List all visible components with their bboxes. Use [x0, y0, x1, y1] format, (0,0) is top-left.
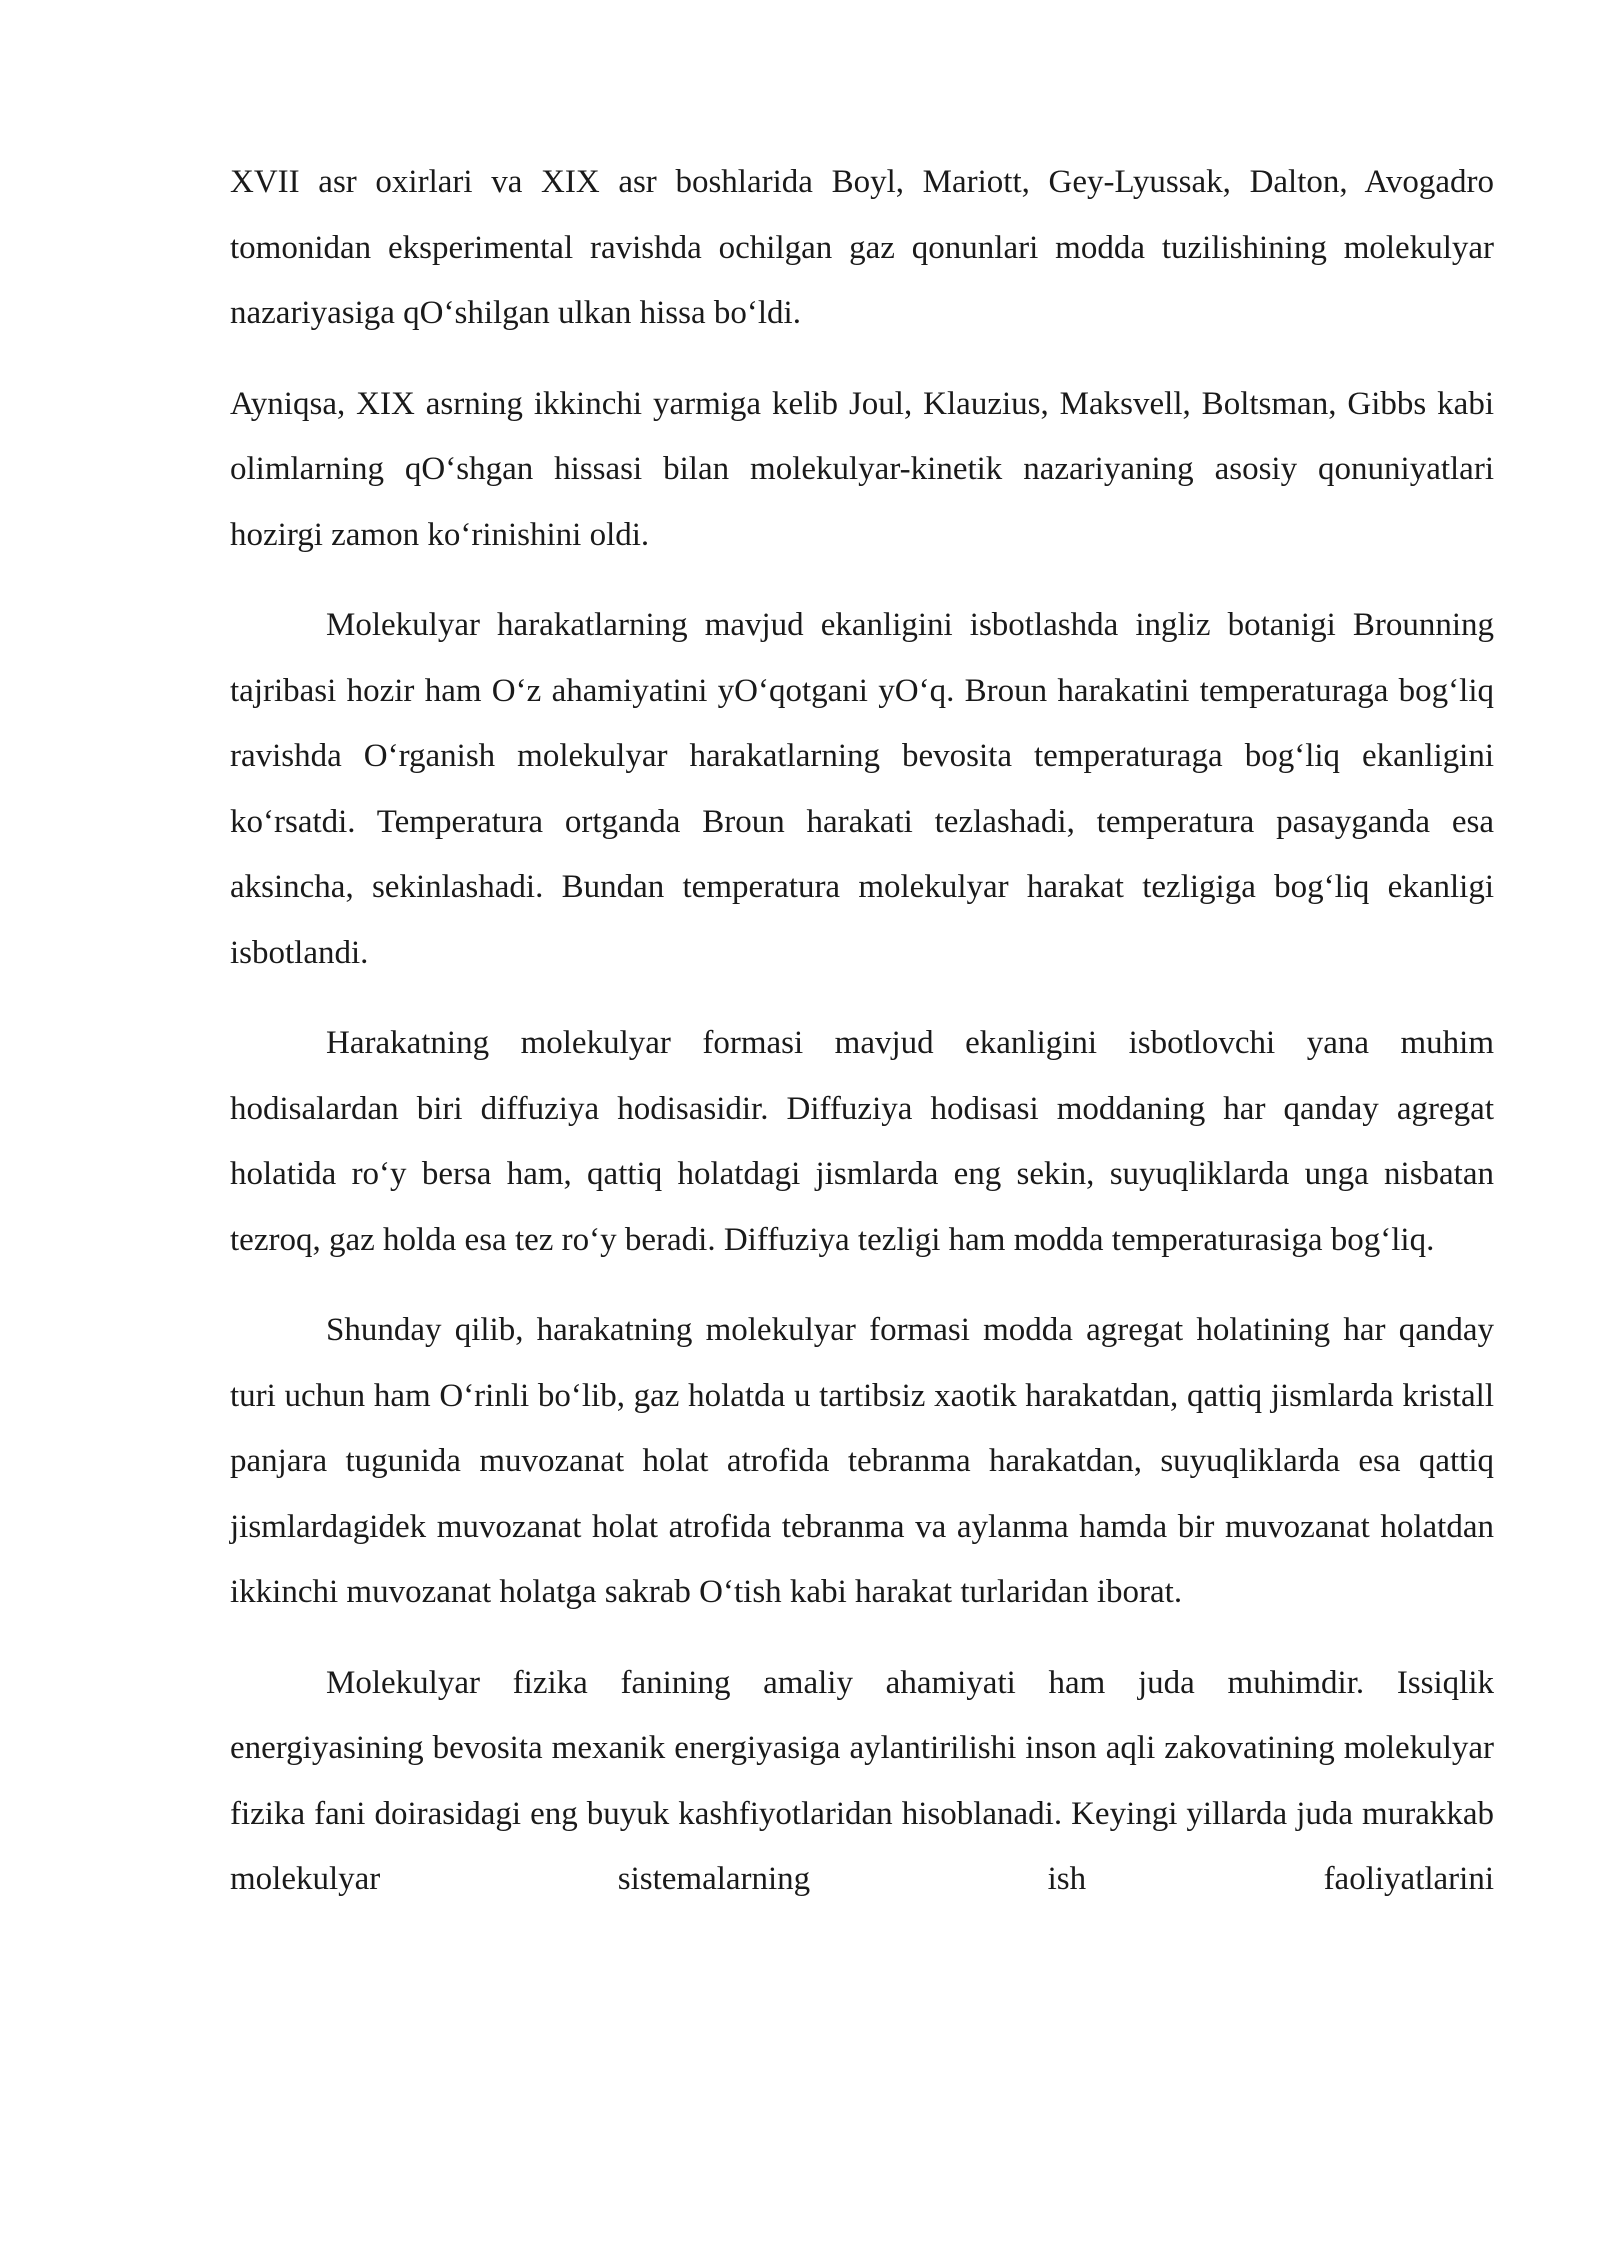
paragraph-practical-importance: Molekulyar fizika fanining amaliy ahamiyati ham juda muhimdir. Issiqlik energiyasining bevosita mexanik energiyasiga aylantirilishi inson aqli zakovatining molekulyar fizika fani doirasidagi eng buyuk kashfiyotlaridan hisoblanadi. Keyingi yillarda juda murakkab molekulyar sistemalarning ish faoliyatlarini [230, 1664, 1494, 1897]
document-body [230, 150, 1494, 1938]
paragraph-gas-laws: XVII asr oxirlari va XIX asr boshlarida Boyl, Mariott, Gey-Lyussak, Dalton, Avogadro tomonidan eksperimental ravishda ochilgan gaz qonunlari modda tuzilishining molekulyar nazariyasiga qO‘shilgan ulkan hissa bo‘ldi. [230, 164, 1494, 331]
paragraph-aggregate-states: Shunday qilib, harakatning molekulyar formasi modda agregat holatining har qanday turi uchun ham O‘rinli bo‘lib, gaz holatda u tartibsiz xaotik harakatdan, qattiq jismlarda kristall panjara tugunida muvozanat holat atrofida tebranma harakatdan, suyuqliklarda esa qattiq jismlardagidek muvozanat holat atrofida tebranma va aylanma hamda bir muvozanat holatdan ikkinchi muvozanat holatga sakrab O‘tish kabi harakat turlaridan iborat. [230, 1312, 1494, 1610]
paragraph-kinetic-theory: Ayniqsa, XIX asrning ikkinchi yarmiga kelib Joul, Klauzius, Maksvell, Boltsman, Gibbs kabi olimlarning qO‘shgan hissasi bilan molekulyar-kinetik nazariyaning asosiy qonuniyatlari hozirgi zamon ko‘rinishini oldi. [230, 385, 1494, 553]
paragraph-brownian-motion: Molekulyar harakatlarning mavjud ekanligini isbotlashda ingliz botanigi Brounning tajribasi hozir ham O‘z ahamiyatini yO‘qotgani yO‘q. Broun harakatini temperaturaga bog‘liq ravishda O‘rganish molekulyar harakatlarning bevosita temperaturaga bog‘liq ekanligini ko‘rsatdi. Temperatura ortganda Broun harakati tezlashadi, temperatura pasayganda esa aksincha, sekinlashadi. Bundan temperatura molekulyar harakat tezligiga bog‘liq ekanligi isbotlandi. [230, 607, 1494, 971]
paragraph-diffusion: Harakatning molekulyar formasi mavjud ekanligini isbotlovchi yana muhim hodisalardan biri diffuziya hodisasidir. Diffuziya hodisasi moddaning har qanday agregat holatida ro‘y bersa ham, qattiq holatdagi jismlarda eng sekin, suyuqliklarda unga nisbatan tezroq, gaz holda esa tez ro‘y beradi. Diffuziya tezligi ham modda temperaturasiga bog‘liq. [230, 1025, 1494, 1258]
